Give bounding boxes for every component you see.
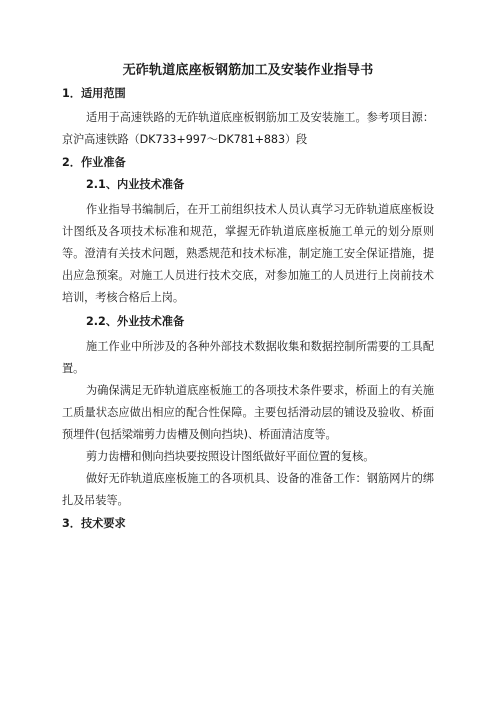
paragraph-internal-prep: 作业指导书编制后，在开工前组织技术人员认真学习无砟轨道底座板设计图纸及各项技术标准和规范，掌握无砟轨道底座板施工单元的划分原则等。澄清有关技术问题，熟悉规范和技术标准，制定施工安全保证措施，提出应急预案。对施工人员进行技术交底，对参加施工的人员进行上岗前技术培训，考核合格后上岗。 <box>62 203 434 304</box>
section-heading-technical-requirements: 3．技术要求 <box>62 517 126 530</box>
section-heading-scope: 1．适用范围 <box>62 87 126 100</box>
page-title: 无砟轨道底座板钢筋加工及安装作业指导书 <box>122 63 374 78</box>
paragraph-scope: 适用于高速铁路的无砟轨道底座板钢筋加工及安装施工。参考项目源：京沪高速铁路（DK733+997～DK781+883）段 <box>62 111 434 146</box>
paragraph-external-prep-1: 施工作业中所涉及的各种外部技术数据收集和数据控制所需要的工具配置。 <box>62 340 434 375</box>
paragraph-external-prep-4: 做好无砟轨道底座板施工的各项机具、设备的准备工作：钢筋网片的绑扎及吊装等。 <box>62 472 434 507</box>
paragraph-external-prep-2: 为确保满足无砟轨道底座板施工的各项技术条件要求，桥面上的有关施工质量状态应做出相应的配合性保障。主要包括滑动层的铺设及验收、桥面预埋件(包括梁端剪力齿槽及侧向挡块)、桥面清洁度等。 <box>62 384 434 441</box>
subsection-heading-external-prep: 2.2、外业技术准备 <box>86 315 185 328</box>
subsection-heading-internal-prep: 2.1、内业技术准备 <box>86 178 185 191</box>
paragraph-external-prep-3: 剪力齿槽和侧向挡块要按照设计图纸做好平面位置的复核。 <box>86 450 375 463</box>
section-heading-preparation: 2．作业准备 <box>62 156 126 169</box>
document-body <box>62 62 434 537</box>
